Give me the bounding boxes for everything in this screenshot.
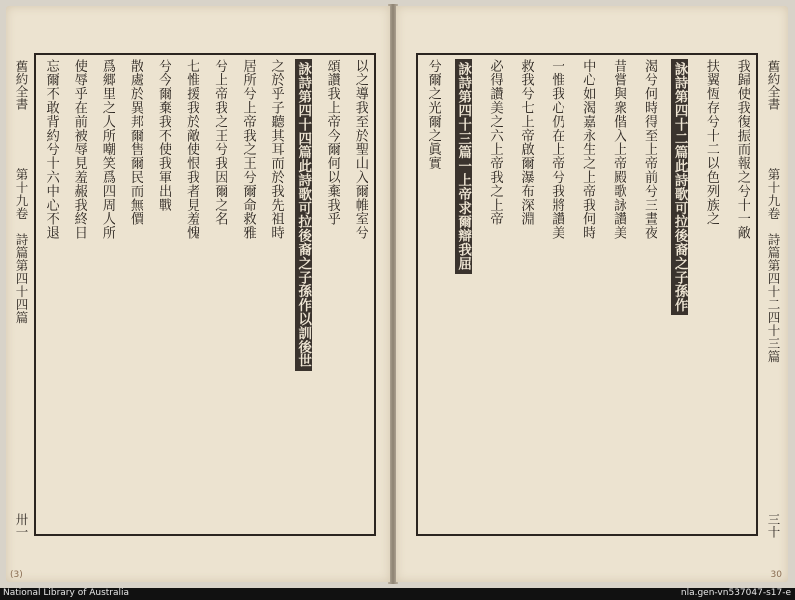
left-column-4: 之於乎子聽其耳而於我先祖時 <box>268 59 284 240</box>
right-column-8: 救我兮七上帝啟爾瀑布深淵 <box>518 59 534 226</box>
left-column-9: 散處於異邦爾售爾民而無價 <box>128 59 144 226</box>
right-column-9: 必得讚美之六上帝我之上帝 <box>487 59 503 226</box>
left-column-5: 居所兮上帝我之王兮爾命救雅 <box>240 59 256 240</box>
left-column-2: 頌讚我上帝今爾何以棄我乎 <box>324 59 340 226</box>
right-column-2: 扶翼恆存兮十二以色列族之 <box>704 59 720 226</box>
left-column-6: 兮上帝我之王兮我因爾之名 <box>212 59 228 226</box>
left-page <box>6 6 390 582</box>
left-page-margin <box>10 58 30 538</box>
right-column-7: 一惟我心仍在上帝兮我將讚美 <box>549 59 565 240</box>
footer-identifier: nla.gen-vn537047-s17-e <box>680 588 791 598</box>
footer-bar <box>0 588 795 600</box>
right-heading-43-text: 詠詩第四十三篇一上帝求爾辯我屈 <box>455 59 472 274</box>
right-column-5: 昔嘗與衆偕入上帝殿歌詠讚美 <box>611 59 627 240</box>
right-page-number: 三十 <box>766 513 781 538</box>
left-section: 詩篇第四十四篇 <box>14 233 29 324</box>
left-column-12: 忘爾不敢背約兮十六中心不退 <box>43 59 59 240</box>
left-column-7: 七惟援我於敵使恨我者見羞愧 <box>184 59 200 240</box>
right-psalm-42-heading <box>671 59 688 530</box>
right-volume: 第十九卷 <box>766 168 781 220</box>
right-column-1: 我歸使我復振而報之兮十一敵 <box>734 59 750 240</box>
right-column-4: 渴兮何時得至上帝前兮三晝夜 <box>642 59 658 240</box>
right-psalm-43-heading <box>455 59 472 530</box>
right-heading-42-text: 詠詩第四十二篇此詩歌可拉後裔之子孫作 <box>671 59 688 315</box>
right-column-11: 兮爾之光爾之眞實 <box>425 59 441 171</box>
left-page-number: 卅一 <box>14 513 29 538</box>
left-column-1: 以之導我至於聖山入爾帷室兮 <box>352 59 368 240</box>
right-section: 詩篇第四十二四十三篇 <box>766 233 781 363</box>
left-heading-text: 詠詩第四十四篇此詩歌可拉後裔之子孫作以訓後世 <box>295 59 312 371</box>
left-text-frame <box>34 53 376 536</box>
left-psalm-44-heading <box>295 59 312 530</box>
right-corner-mark: 30 <box>770 570 782 580</box>
left-book-title: 舊約全書 <box>14 60 29 110</box>
left-corner-mark: (3) <box>10 570 23 580</box>
right-book-title: 舊約全書 <box>766 60 781 110</box>
footer-library: National Library of Australia <box>3 588 130 598</box>
left-column-11: 使辱乎在前被辱見羞赧我終日 <box>71 59 87 240</box>
left-volume: 第十九卷 <box>14 168 29 220</box>
left-column-10: 爲郷里之人所嘲笑爲四周人所 <box>99 59 115 240</box>
right-page-margin <box>760 58 782 538</box>
right-page <box>396 6 788 582</box>
right-text-frame <box>416 53 758 536</box>
right-column-6: 中心如渴嘉永生之上帝我何時 <box>580 59 596 240</box>
left-column-8: 兮今爾棄我不使我軍出戰 <box>156 59 172 212</box>
right-volume-section <box>764 168 782 363</box>
left-volume-section <box>12 168 30 324</box>
